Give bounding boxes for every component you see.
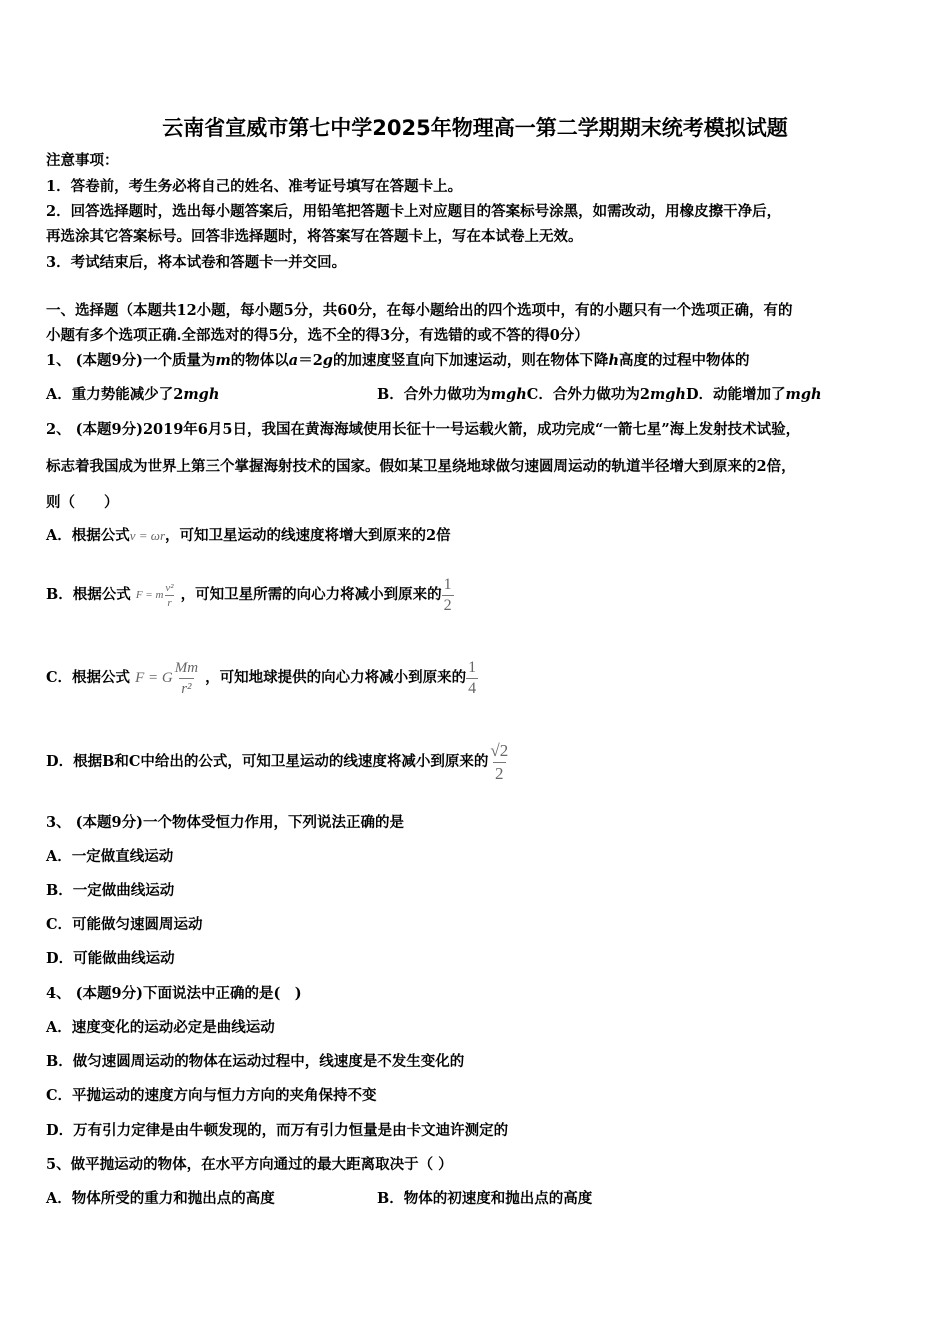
question-5-stem: 5、做平抛运动的物体，在水平方向通过的最大距离取决于（ ） xyxy=(46,1156,453,1173)
var-h: h xyxy=(608,352,619,369)
option-d[interactable] xyxy=(46,734,510,790)
option-a[interactable]: A．物体所受的重力和抛出点的高度 xyxy=(46,1190,275,1207)
stem-text: ＝2 xyxy=(298,352,323,369)
formula-v2-over-r: $\frac{\text{v²}}{r}$ xyxy=(165,581,174,609)
option-b[interactable]: B．一定做曲线运动 xyxy=(46,882,175,899)
option-b[interactable] xyxy=(46,572,454,618)
notice-item: 2．回答选择题时，选出每小题答案后，用铅笔把答题卡上对应题目的答案标号涂黑，如需改动，用橡皮擦干净后， xyxy=(46,203,782,220)
option-b[interactable]: B．合外力做功为mgh xyxy=(377,386,527,403)
option-c[interactable]: C．可能做匀速圆周运动 xyxy=(46,916,203,933)
question-1-stem xyxy=(46,352,749,370)
option-text: ，可知卫星运动的线速度将增大到原来的2倍 xyxy=(165,527,451,544)
var-g: g xyxy=(322,352,333,369)
option-text: D．根据B和C中给出的公式，可知卫星运动的线速度将减小到原来的 xyxy=(46,753,489,770)
var-a: a xyxy=(288,352,299,369)
section-heading-line1: 一、选择题（本题共12小题，每小题5分，共60分，在每小题给出的四个选项中，有的小题只有一个选项正确，有的 xyxy=(46,302,793,319)
stem-text: 1、 (本题9分)一个质量为 xyxy=(46,352,216,369)
option-c[interactable]: C．平抛运动的速度方向与恒力方向的夹角保持不变 xyxy=(46,1087,377,1104)
option-b[interactable]: B．物体的初速度和抛出点的高度 xyxy=(377,1190,593,1207)
option-text: C．根据公式 xyxy=(46,669,131,686)
question-3-stem: 3、 (本题9分)一个物体受恒力作用，下列说法正确的是 xyxy=(46,814,404,831)
fraction-sqrt2-over-2: $\frac{√2}{2}$ xyxy=(490,740,509,783)
fraction-one-quarter: $\frac{1}{4}$ xyxy=(468,658,477,697)
page-title: 云南省宣威市第七中学2025年物理高一第二学期期末统考模拟试题 xyxy=(162,116,788,140)
stem-text: 高度的过程中物体的 xyxy=(618,352,750,369)
option-text: ，可知卫星所需的向心力将减小到原来的 xyxy=(180,586,442,603)
stem-text: 的加速度竖直向下加速运动，则在物体下降 xyxy=(332,352,609,369)
formula-v-omega-r: v = ωr xyxy=(129,528,166,543)
option-d[interactable]: D．动能增加了mgh xyxy=(685,386,822,403)
option-text: ，可知地球提供的向心力将减小到原来的 xyxy=(205,669,467,686)
question-2-stem-line2: 标志着我国成为世界上第三个掌握海射技术的国家。假如某卫星绕地球做匀速圆周运动的轨道半径增大到原来的2倍， xyxy=(46,458,796,475)
option-d[interactable]: D．可能做曲线运动 xyxy=(46,950,175,967)
notice-heading: 注意事项： xyxy=(46,152,119,169)
option-text: B．根据公式 xyxy=(46,586,131,603)
notice-item: 3．考试结束后，将本试卷和答题卡一并交回。 xyxy=(46,254,347,271)
formula-Mm-over-r2: $\frac{Mm}{\text{r²}}$ xyxy=(174,659,199,697)
notice-item: 再选涂其它答案标号。回答非选择题时，将答案写在答题卡上，写在本试卷上无效。 xyxy=(46,228,583,245)
option-a[interactable]: A．速度变化的运动必定是曲线运动 xyxy=(46,1019,275,1036)
option-b[interactable]: B．做匀速圆周运动的物体在运动过程中，线速度是不发生变化的 xyxy=(46,1053,465,1070)
stem-text: 的物体以 xyxy=(230,352,289,369)
option-c[interactable]: C．合外力做功为2mgh xyxy=(526,386,686,403)
var-m: m xyxy=(215,352,231,369)
option-a[interactable] xyxy=(46,527,451,545)
option-text: A．根据公式 xyxy=(46,527,130,544)
fraction-one-half: $\frac{1}{2}$ xyxy=(443,575,452,614)
question-2-stem-line1: 2、 (本题9分)2019年6月5日，我国在黄海海域使用长征十一号运载火箭，成功完成“一箭七星”海上发射技术试验， xyxy=(46,421,801,438)
question-4-stem: 4、 (本题9分)下面说法中正确的是( ) xyxy=(46,985,302,1002)
option-c[interactable] xyxy=(46,650,478,706)
option-d[interactable]: D．万有引力定律是由牛顿发现的，而万有引力恒量是由卡文迪许测定的 xyxy=(46,1122,509,1139)
section-heading-line2: 小题有多个选项正确.全部选对的得5分，选不全的得3分，有选错的或不答的得0分） xyxy=(46,327,589,344)
option-a[interactable]: A．重力势能减少了2mgh xyxy=(46,386,220,403)
question-1-options xyxy=(46,386,219,404)
option-a[interactable]: A．一定做直线运动 xyxy=(46,848,174,865)
notice-item: 1．答卷前，考生务必将自己的姓名、准考证号填写在答题卡上。 xyxy=(46,178,463,195)
question-1-options-right xyxy=(377,386,822,404)
formula-gravitation: F = G xyxy=(135,670,173,686)
formula-centripetal: F = m xyxy=(135,589,164,601)
question-2-stem-line3: 则（ ） xyxy=(46,494,119,511)
